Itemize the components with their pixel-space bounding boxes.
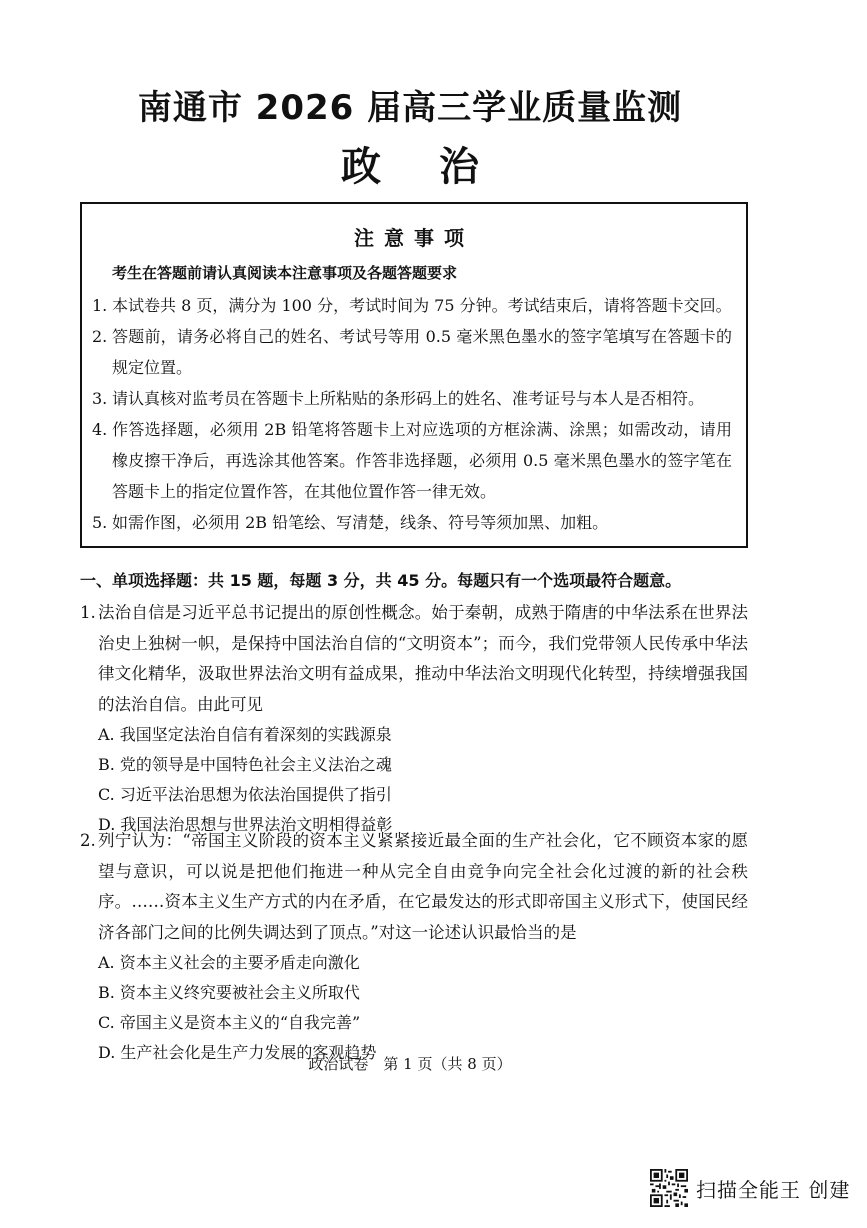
question-number: 1. (80, 603, 96, 622)
question-stem (80, 598, 748, 720)
notice-item-number: 2. (92, 327, 108, 346)
watermark-text: 扫描全能王 创建 (696, 1177, 851, 1202)
question-text: 列宁认为：“帝国主义阶段的资本主义紧紧接近最全面的生产社会化，它不顾资本家的愿望与意识，可以说是把他们拖进一种从完全自由竞争向完全社会化过渡的新的社会秩序。……资本主义生产方式的内在矛盾，在它最发达的形式即帝国主义形式下，使国民经济各部门之间的比例失调达到了顶点。”对这一论述认识最恰当的是 (98, 831, 748, 942)
notice-item-text: 请认真核对监考员在答题卡上所粘贴的条形码上的姓名、准考证号与本人是否相符。 (112, 389, 705, 408)
notice-lead: 考生在答题前请认真阅读本注意事项及各题答题要求 (112, 264, 458, 282)
question-number: 2. (80, 831, 96, 850)
question-2 (80, 826, 748, 1068)
question-text: 法治自信是习近平总书记提出的原创性概念。始于秦朝，成熟于隋唐的中华法系在世界法治史上独树一帜，是保持中国法治自信的“文明资本”；而今，我们党带领人民传承中华法律文化精华，汲取世界法治文明有益成果，推动中华法治文明现代化转型，持续增强我国的法治自信。由此可见 (98, 603, 748, 714)
notice-item (92, 321, 732, 383)
notice-item-number: 5. (92, 513, 108, 532)
notice-list (92, 290, 732, 538)
notice-item (92, 290, 732, 321)
option-d: D. 生产社会化是生产力发展的客观趋势 (98, 1043, 377, 1062)
option-list (80, 948, 748, 1068)
option-d: D. 我国法治思想与世界法治文明相得益彰 (98, 815, 393, 834)
option-b: B. 党的领导是中国特色社会主义法治之魂 (98, 755, 392, 774)
option-a: A. 我国坚定法治自信有着深刻的实践源泉 (98, 725, 392, 744)
option-c: C. 帝国主义是资本主义的“自我完善” (98, 1013, 361, 1032)
exam-title: 南通市 2026 届高三学业质量监测 (137, 88, 683, 128)
notice-item-number: 1. (92, 296, 108, 315)
notice-item-text: 如需作图，必须用 2B 铅笔绘、写清楚，线条、符号等须加黑、加粗。 (112, 513, 609, 532)
notice-item (92, 383, 732, 414)
option-list (80, 720, 748, 840)
qr-code-icon (650, 1169, 688, 1207)
option-c: C. 习近平法治思想为依法治国提供了指引 (98, 785, 392, 804)
notice-item (92, 414, 732, 507)
notice-box (80, 202, 748, 548)
scanner-watermark (650, 1168, 850, 1208)
question-stem (80, 826, 748, 948)
option-a: A. 资本主义社会的主要矛盾走向激化 (98, 953, 360, 972)
question-1 (80, 598, 748, 840)
section-heading: 一、单项选择题：共 15 题，每题 3 分，共 45 分。每题只有一个选项最符合题意。 (80, 571, 682, 590)
option-b: B. 资本主义终究要被社会主义所取代 (98, 983, 360, 1002)
page-footer: 政治试卷 第 1 页（共 8 页） (308, 1055, 512, 1073)
notice-item-text: 作答选择题，必须用 2B 铅笔将答题卡上对应选项的方框涂满、涂黑；如需改动，请用橡皮擦干净后，再选涂其他答案。作答非选择题，必须用 0.5 毫米黑色墨水的签字笔在答题卡上的指定位置作答，在其他位置作答一律无效。 (112, 420, 732, 501)
notice-item-number: 3. (92, 389, 108, 408)
notice-item-text: 本试卷共 8 页，满分为 100 分，考试时间为 75 分钟。考试结束后，请将答题卡交回。 (112, 296, 732, 315)
subject-title: 政治 (341, 144, 537, 190)
notice-item-text: 答题前，请务必将自己的姓名、考试号等用 0.5 毫米黑色墨水的签字笔填写在答题卡的规定位置。 (112, 327, 732, 377)
notice-item (92, 507, 732, 538)
notice-title: 注意事项 (354, 226, 474, 250)
notice-item-number: 4. (92, 420, 108, 439)
